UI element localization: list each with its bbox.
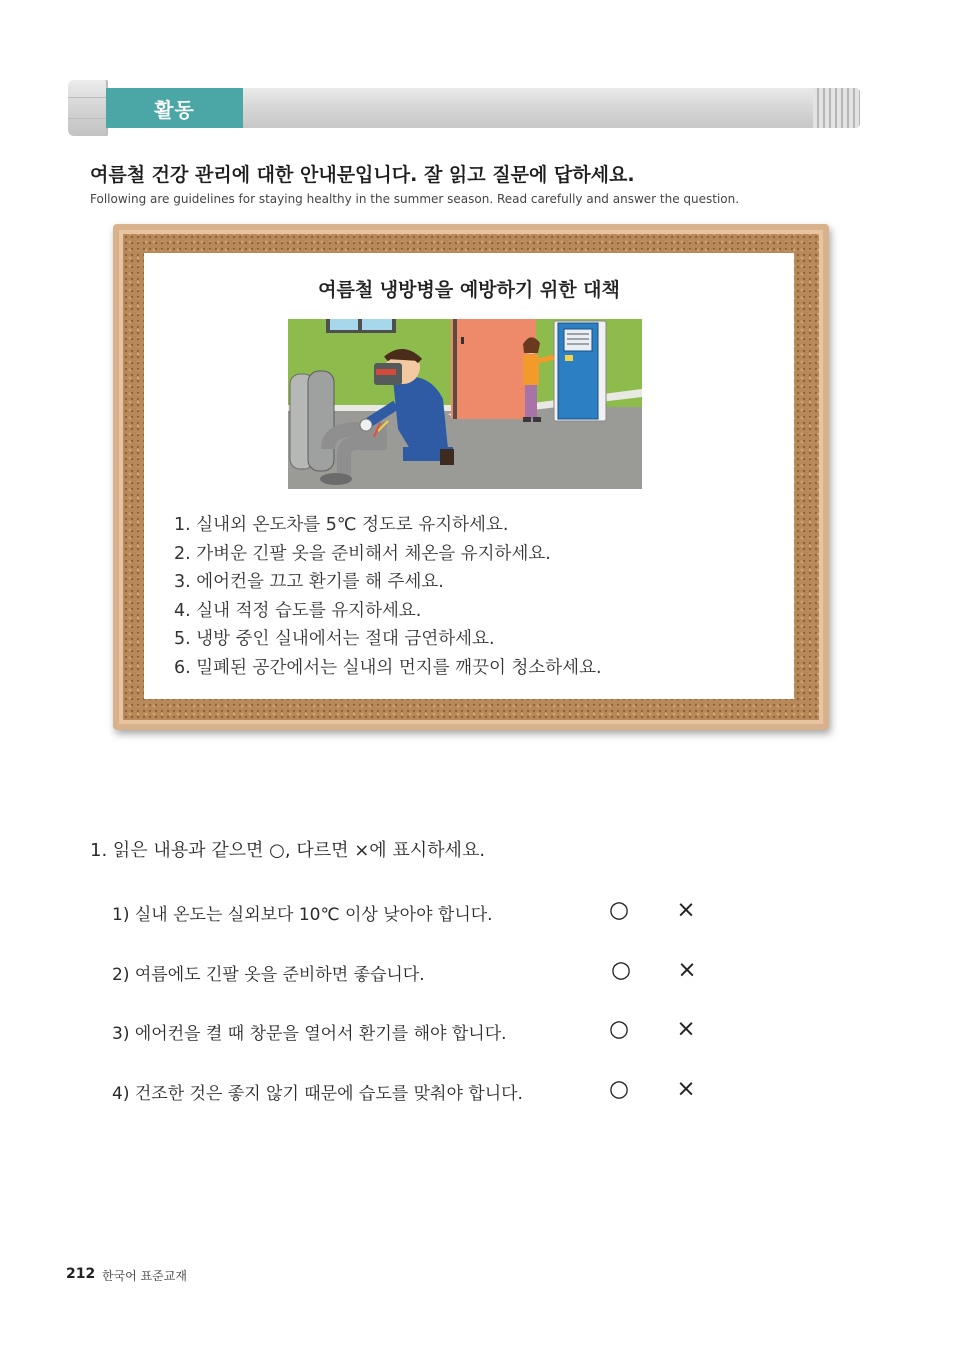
question-item-2: 2) 여름에도 긴팔 옷을 준비하면 좋습니다. (112, 965, 425, 985)
question-item-4: 4) 건조한 것은 좋지 않기 때문에 습도를 맞춰야 합니다. (112, 1084, 523, 1104)
bolt-head-decoration (68, 80, 108, 136)
notice-paper (144, 253, 794, 699)
question-title: 1. 읽은 내용과 같으면 ○, 다르면 ×에 표시하세요. (90, 840, 486, 861)
question-item-3: 3) 에어컨을 켤 때 창문을 열어서 환기를 해야 합니다. (112, 1024, 507, 1044)
notice-title: 여름철 냉방병을 예방하기 위한 대책 (318, 279, 620, 301)
false-option-4[interactable]: × (676, 1076, 696, 1102)
true-option-4[interactable]: ○ (608, 1076, 630, 1102)
office-illustration (288, 319, 642, 489)
section-label: 활동 (106, 88, 243, 128)
rule-item: 4. 실내 적정 습도를 유지하세요. (174, 600, 422, 621)
false-option-2[interactable]: × (677, 957, 697, 983)
bolt-thread-decoration (813, 88, 860, 128)
section-header-bar (68, 80, 860, 136)
rule-item: 2. 가벼운 긴팔 옷을 준비해서 체온을 유지하세요. (174, 543, 551, 564)
true-option-1[interactable]: ○ (608, 897, 630, 923)
false-option-3[interactable]: × (676, 1016, 696, 1042)
rule-item: 5. 냉방 중인 실내에서는 절대 금연하세요. (174, 629, 495, 649)
page-number: 212 (66, 1266, 96, 1282)
true-option-3[interactable]: ○ (608, 1016, 630, 1042)
instruction-english: Following are guidelines for staying healthy in the summer season. Read carefully and answer the question. (90, 192, 740, 206)
instruction-korean: 여름철 건강 관리에 대한 안내문입니다. 잘 읽고 질문에 답하세요. (90, 164, 635, 186)
question-item-1: 1) 실내 온도는 실외보다 10℃ 이상 낮아야 합니다. (112, 905, 493, 925)
prevention-rules-list (174, 511, 602, 682)
book-title: 한국어 표준교재 (102, 1269, 187, 1283)
false-option-1[interactable]: × (676, 897, 696, 923)
rule-item: 6. 밀폐된 공간에서는 실내의 먼지를 깨끗이 청소하세요. (174, 657, 602, 678)
rule-item: 1. 실내외 온도차를 5℃ 정도로 유지하세요. (174, 515, 509, 535)
rule-item: 3. 에어컨을 끄고 환기를 해 주세요. (174, 572, 444, 592)
true-option-2[interactable]: ○ (610, 957, 632, 983)
